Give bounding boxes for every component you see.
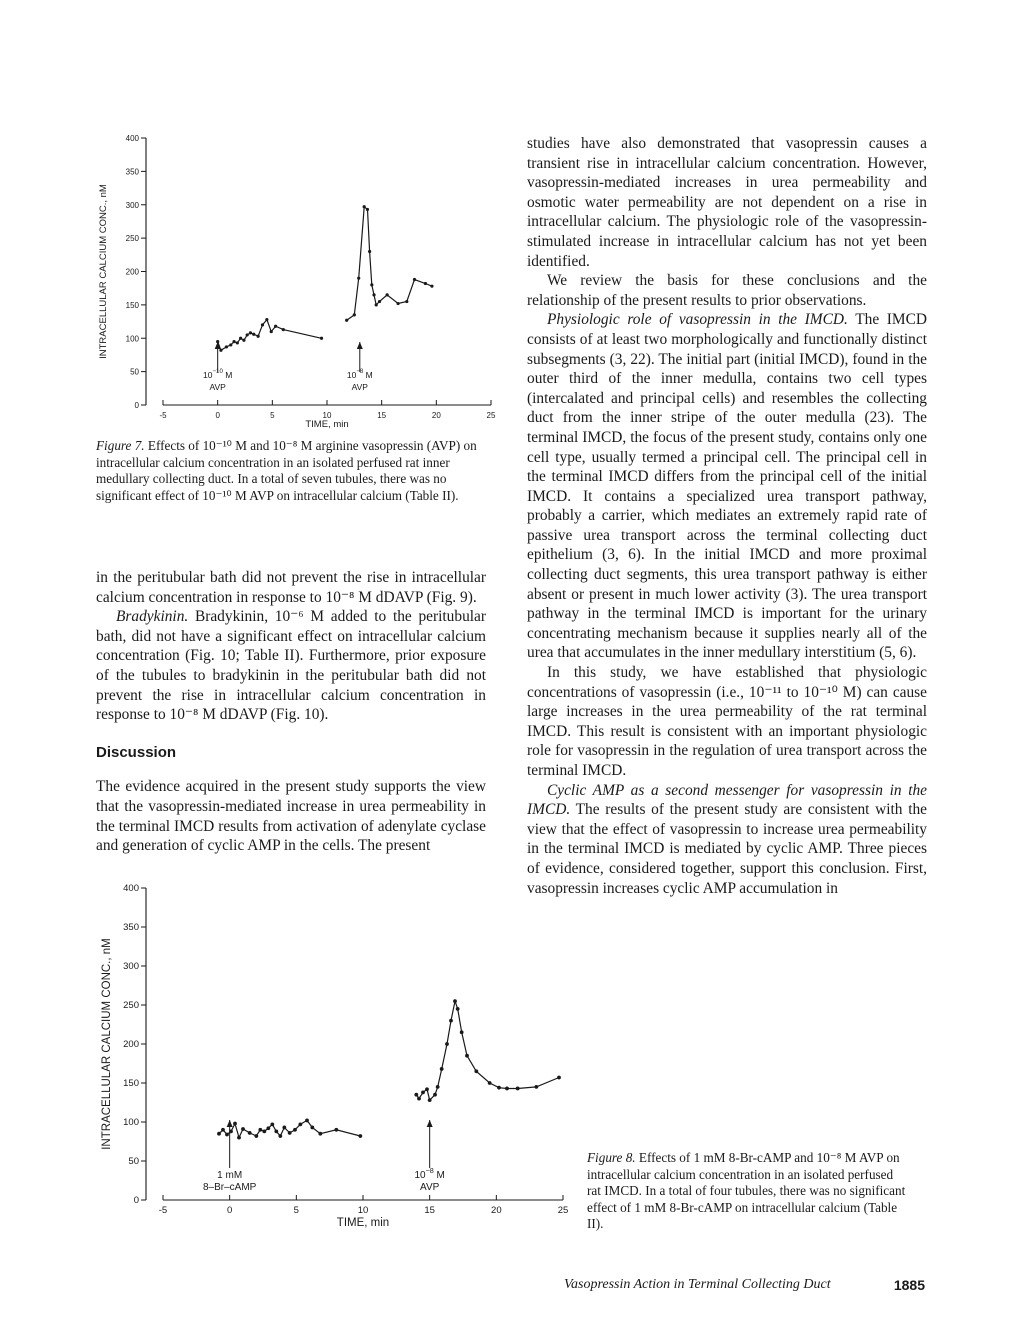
- fig7-y-tick-label: 50: [130, 367, 139, 377]
- running-title: Vasopressin Action in Terminal Collecting Duct: [564, 1277, 831, 1292]
- fig7-data-point: [282, 328, 285, 331]
- fig8-annotation-arrowhead: [227, 1120, 233, 1127]
- fig8-data-point: [248, 1131, 252, 1135]
- fig8-y-tick-label: 50: [128, 1156, 139, 1167]
- physiologic-role-subhead: Physiologic role of vasopressin in the IMCD.: [547, 311, 848, 329]
- fig8-data-point: [460, 1030, 464, 1034]
- fig8-data-point: [282, 1126, 286, 1130]
- figure-8-caption-text: Effects of 1 mM 8-Br-cAMP and 10⁻⁸ M AVP on intracellular calcium concentration in an isolated perfused rat IMCD. In a total of four tubules, there was no significant effect of 1 mM 8-Br-cAMP on intracellular calcium (Table II).: [587, 1150, 906, 1232]
- fig7-data-point: [242, 339, 245, 342]
- fig8-data-point: [421, 1090, 425, 1094]
- fig8-data-point: [241, 1127, 245, 1131]
- fig7-data-point: [252, 333, 255, 336]
- fig7-data-point: [229, 343, 232, 346]
- fig7-data-point: [372, 293, 375, 296]
- left-text-column: [96, 568, 486, 856]
- fig8-y-tick-label: 200: [123, 1039, 139, 1050]
- physiologic-role-body: The IMCD consists of at least two morphologically and functionally distinct subsegments (3, 22). The initial part (initial IMCD), found in the outer third of the inner medulla, contains two cell types (intercalated and principal cells) and resembles the collecting duct from the inner stripe of the outer medulla (23). The terminal IMCD, the focus of the present study, contains only one cell type, usually termed a principal cell. The principal cell in the terminal IMCD differs from the principal cell of the initial IMCD. It contains a specialized urea transport pathway, probably a carrier, which mediates an extremely rapid rate of passive urea transport across the terminal collecting duct epithelium (3, 6). In the initial IMCD and more proximal collecting duct segments, this urea transport pathway is either absent or present in much lower activity (3). The urea transport pathway in the terminal IMCD is important for the urinary concentrating mechanism because it supplies nearly all of the urea that accumulates in the inner medullary interstitium (5, 6).: [527, 311, 927, 662]
- fig8-data-point: [225, 1133, 229, 1137]
- fig7-data-point: [353, 313, 356, 316]
- fig7-x-tick-label: 20: [431, 411, 441, 420]
- fig8-y-axis-title: INTRACELLULAR CALCIUM CONC., nM: [101, 938, 113, 1150]
- fig8-x-tick-label: 20: [491, 1205, 502, 1216]
- fig7-data-point: [236, 341, 239, 344]
- fig8-data-point: [266, 1126, 270, 1130]
- fig8-x-tick-label: 15: [424, 1205, 435, 1216]
- fig7-data-point: [424, 282, 427, 285]
- figure-8-caption-label: Figure 8.: [587, 1150, 636, 1165]
- fig8-x-tick-label: -5: [158, 1205, 168, 1216]
- fig7-data-point: [219, 349, 222, 352]
- fig8-x-tick-label: 25: [557, 1205, 569, 1216]
- fig8-data-point: [258, 1128, 262, 1132]
- figure-7-caption-label: Figure 7.: [96, 438, 145, 453]
- right-paragraph-4: In this study, we have established that physiologic concentrations of vasopressin (i.e., 10⁻¹¹ to 10⁻¹⁰ M) can cause large increases in the urea permeability of the rat terminal IMCD. This result is consistent with an important physiologic role for vasopressin in the regulation of urea transport across the terminal IMCD.: [527, 664, 927, 779]
- fig7-data-point: [345, 319, 348, 322]
- fig7-data-point: [378, 300, 381, 303]
- fig8-y-tick-label: 100: [123, 1117, 139, 1128]
- fig8-data-point: [428, 1098, 432, 1102]
- fig7-y-tick-label: 0: [134, 401, 139, 410]
- fig7-data-point: [370, 283, 373, 286]
- fig8-data-point: [516, 1087, 520, 1091]
- fig8-y-tick-label: 350: [123, 922, 139, 933]
- fig7-x-tick-label: -5: [159, 411, 167, 420]
- fig7-x-tick-label: 15: [377, 411, 387, 420]
- fig8-data-point: [318, 1132, 322, 1136]
- fig8-data-point: [288, 1131, 292, 1135]
- fig7-data-point: [366, 208, 369, 211]
- fig8-data-point: [334, 1128, 338, 1132]
- fig8-data-point: [293, 1128, 297, 1132]
- fig7-y-tick-label: 200: [125, 267, 139, 277]
- fig7-y-tick-label: 250: [125, 234, 139, 244]
- fig8-data-point: [449, 1019, 453, 1023]
- fig8-data-point: [262, 1129, 266, 1133]
- fig8-y-tick-label: 0: [133, 1195, 139, 1206]
- fig8-data-point: [237, 1136, 241, 1140]
- fig8-data-point: [453, 999, 457, 1003]
- fig8-data-point: [221, 1128, 225, 1132]
- fig7-data-point: [257, 335, 260, 338]
- fig7-data-point: [270, 330, 273, 333]
- fig7-annotation-label: $10^{-8}$ M: [346, 368, 373, 380]
- fig8-data-point: [217, 1132, 221, 1136]
- fig7-y-tick-label: 400: [125, 134, 139, 143]
- left-paragraph-discussion: The evidence acquired in the present study supports the view that the vasopressin-mediated increase in urea permeability in the terminal IMCD results from activation of adenylate cyclase and generation of cyclic AMP in the cells. The present: [96, 778, 486, 855]
- fig7-series-2-line: [347, 207, 432, 320]
- fig7-data-point: [405, 300, 408, 303]
- right-paragraph-1: studies have also demonstrated that vasopressin causes a transient rise in intracellular calcium concentration. However, vasopressin-mediated increases in urea permeability and osmotic water permeability are not dependent on a rise in intracellular calcium. The physiologic role of the vasopressin-stimulated increase in intracellular calcium has not yet been identified.: [527, 135, 927, 270]
- fig7-annotation-sublabel: AVP: [209, 382, 226, 392]
- fig7-data-point: [396, 302, 399, 305]
- cyclic-amp-body: The results of the present study are consistent with the view that the effect of vasopressin to increase urea permeability in the terminal IMCD is mediated by cyclic AMP. Three pieces of evidence, considered together, support this conclusion. First, vasopressin increases cyclic AMP accumulation in: [527, 801, 927, 897]
- fig8-x-axis-title: TIME, min: [336, 1217, 390, 1229]
- fig7-data-point: [261, 323, 264, 326]
- fig7-data-point: [246, 333, 249, 336]
- fig7-data-point: [413, 278, 416, 281]
- figure-7-chart: [0, 0, 520, 440]
- fig7-y-axis-title: INTRACELLULAR CALCIUM CONC., nM: [98, 184, 109, 359]
- fig8-y-tick-label: 300: [123, 961, 139, 972]
- fig8-x-tick-label: 5: [293, 1205, 299, 1216]
- fig8-data-point: [425, 1087, 429, 1091]
- fig7-data-point: [375, 303, 378, 306]
- fig7-x-tick-label: 10: [322, 411, 332, 420]
- fig8-data-point: [414, 1093, 418, 1097]
- bradykinin-body: Bradykinin, 10⁻⁶ M added to the peritubular bath, did not have a significant effect on intracellular calcium concentration (Fig. 10; Table II). Furthermore, prior exposure of the tubules to bradykinin in the peritubular bath did not prevent the rise in intracellular calcium concentration in response to 10⁻⁸ M dDAVP (Fig. 10).: [96, 608, 486, 724]
- fig8-x-tick-label: 10: [357, 1205, 369, 1216]
- fig8-data-point: [417, 1097, 421, 1101]
- fig8-x-tick-label: 0: [227, 1205, 233, 1216]
- fig8-data-point: [497, 1086, 501, 1090]
- fig8-data-point: [445, 1042, 449, 1046]
- cyclic-amp-subhead: Cyclic AMP as a second messenger for vasopressin in the IMCD.: [527, 781, 927, 819]
- fig7-x-tick-label: 25: [486, 411, 496, 420]
- fig8-data-point: [305, 1119, 309, 1123]
- fig8-series-1-line: [219, 1120, 360, 1137]
- fig7-y-tick-label: 150: [125, 300, 139, 310]
- fig7-data-point: [249, 331, 252, 334]
- fig7-series-1-line: [218, 320, 322, 351]
- fig8-y-tick-label: 250: [123, 1000, 139, 1011]
- fig8-annotation-sublabel: 8–Br–cAMP: [202, 1182, 257, 1193]
- fig8-data-point: [456, 1007, 460, 1011]
- fig7-annotation-label: $10^{-10}$ M: [203, 368, 233, 380]
- figure-7-caption-text: Effects of 10⁻¹⁰ M and 10⁻⁸ M arginine vasopressin (AVP) on intracellular calcium concentration in an isolated perfused rat inner medullary collecting duct. In a total of seven tubules, there was no significant effect of 10⁻¹⁰ M AVP on intracellular calcium (Table II).: [96, 438, 477, 503]
- fig7-y-tick-label: 300: [125, 200, 139, 210]
- fig8-data-point: [488, 1081, 492, 1085]
- fig7-x-axis-title: TIME, min: [305, 419, 349, 430]
- fig8-annotation-label: 1 mM: [217, 1170, 243, 1181]
- fig7-data-point: [232, 340, 235, 343]
- fig7-y-tick-label: 350: [125, 167, 139, 177]
- bradykinin-subhead: Bradykinin.: [116, 608, 189, 626]
- fig7-annotation-sublabel: AVP: [351, 382, 368, 392]
- fig7-y-tick-label: 100: [125, 334, 139, 344]
- fig7-x-tick-label: 0: [215, 411, 220, 420]
- fig8-annotation-label: $10^{-8}$ M: [414, 1166, 445, 1181]
- discussion-heading: Discussion: [96, 743, 177, 761]
- fig7-annotation-arrowhead: [357, 342, 363, 349]
- left-paragraph-bradykinin: [96, 607, 486, 725]
- fig7-data-point: [363, 205, 366, 208]
- fig7-data-point: [320, 337, 323, 340]
- fig7-data-point: [368, 250, 371, 253]
- fig7-x-tick-label: 5: [270, 411, 275, 420]
- fig8-data-point: [298, 1122, 302, 1126]
- fig8-data-point: [440, 1067, 444, 1071]
- fig7-data-point: [239, 337, 242, 340]
- fig8-data-point: [358, 1134, 362, 1138]
- fig7-data-point: [274, 325, 277, 328]
- fig8-data-point: [278, 1134, 282, 1138]
- fig8-data-point: [436, 1085, 440, 1089]
- fig8-data-point: [534, 1085, 538, 1089]
- fig8-data-point: [254, 1134, 258, 1138]
- fig8-data-point: [474, 1069, 478, 1073]
- fig8-data-point: [433, 1093, 437, 1097]
- fig8-data-point: [270, 1122, 274, 1126]
- fig8-data-point: [233, 1122, 237, 1126]
- fig7-data-point: [430, 285, 433, 288]
- figure-7-caption: [96, 438, 486, 504]
- figure-8-chart: [0, 860, 600, 1260]
- fig8-data-point: [310, 1126, 314, 1130]
- fig8-data-point: [505, 1087, 509, 1091]
- page-number: 1885: [893, 1277, 925, 1293]
- fig7-data-point: [386, 293, 389, 296]
- fig7-data-point: [357, 277, 360, 280]
- fig8-annotation-sublabel: AVP: [420, 1182, 440, 1193]
- left-paragraph-1: in the peritubular bath did not prevent the rise in intracellular calcium concentration in response to 10⁻⁸ M dDAVP (Fig. 9).: [96, 569, 486, 606]
- right-paragraph-physiologic-role: [527, 310, 927, 663]
- fig8-data-point: [274, 1129, 278, 1133]
- fig8-data-point: [557, 1076, 561, 1080]
- fig7-data-point: [225, 345, 228, 348]
- fig8-y-tick-label: 400: [123, 883, 139, 894]
- figure-8-caption: [587, 1150, 907, 1233]
- fig8-y-tick-label: 150: [123, 1078, 139, 1089]
- fig8-data-point: [465, 1054, 469, 1058]
- fig7-data-point: [265, 318, 268, 321]
- fig8-annotation-arrowhead: [427, 1120, 433, 1127]
- right-paragraph-2: We review the basis for these conclusions and the relationship of the present results to prior observations.: [527, 272, 927, 309]
- right-text-column: [527, 134, 927, 898]
